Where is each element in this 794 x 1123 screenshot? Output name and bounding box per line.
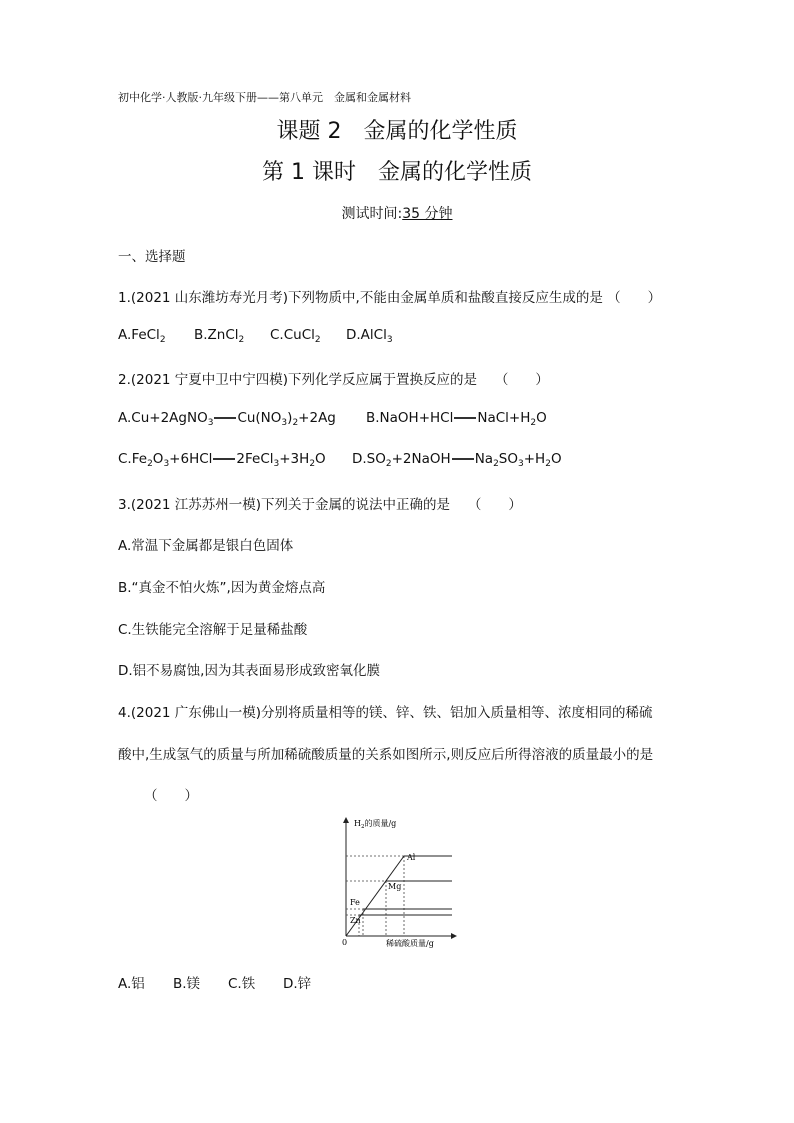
- q2-options-row1: [118, 410, 547, 426]
- mg-label: Mg: [388, 882, 402, 891]
- q1-option-c: C.CuCl$_2$: [270, 327, 321, 345]
- time-value: 35 分钟: [402, 206, 453, 222]
- q2-option-c: $C.Fe_2O_3+6HCl$ $2FeCl_3+3H_2O$: [118, 451, 326, 469]
- section-heading: 一、选择题: [118, 249, 186, 265]
- q3-option-b: B.“真金不怕火炼”,因为黄金熔点高: [118, 580, 326, 596]
- fe-label: Fe: [350, 898, 360, 907]
- zn-label: Zn: [350, 916, 361, 925]
- q3-stem: 3.(2021 江苏苏州一模)下列关于金属的说法中正确的是 （ ）: [118, 497, 522, 513]
- q3-option-d: D.铝不易腐蚀,因为其表面易形成致密氧化膜: [118, 663, 380, 679]
- header-course: 初中化学·人教版·九年级下册——第八单元 金属和金属材料: [118, 91, 411, 104]
- q4-option-d: D.锌: [283, 976, 312, 992]
- q1-option-d: D.AlCl$_3$: [346, 327, 393, 345]
- q4-options: [118, 972, 311, 992]
- page-subtitle: 第 1 课时 金属的化学性质: [262, 160, 532, 185]
- q4-option-a: A.铝: [118, 976, 145, 992]
- q2-stem: 2.(2021 宁夏中卫中宁四模)下列化学反应属于置换反应的是 （ ）: [118, 372, 549, 388]
- al-label: Al: [407, 853, 416, 862]
- q1-option-b: B.ZnCl$_2$: [194, 327, 245, 345]
- q1-options: [118, 327, 393, 343]
- q4-stem-line1: 4.(2021 广东佛山一模)分别将质量相等的镁、锌、铁、铝加入质量相等、浓度相同的稀硫: [118, 705, 653, 721]
- time-label: 测试时间:: [341, 206, 403, 222]
- reaction-equals-sign: [452, 458, 474, 460]
- q2-option-a: A.Cu+2AgNO$_3$ $Cu(NO_3)_2+2Ag$: [118, 410, 336, 428]
- q1-stem: 1.(2021 山东潍坊寿光月考)下列物质中,不能由金属单质和盐酸直接反应生成的是 （ ）: [118, 290, 662, 306]
- hydrogen-mass-graph: [330, 812, 460, 950]
- q1-option-a: A.FeCl$_2$: [118, 327, 166, 345]
- q4-option-b: B.镁: [173, 976, 201, 992]
- page-title: 课题 2 金属的化学性质: [276, 119, 518, 144]
- q3-option-a: A.常温下金属都是银白色固体: [118, 538, 294, 554]
- y-axis-label: $H_2$的质量/g: [354, 819, 397, 830]
- reaction-equals-sign: [454, 417, 476, 419]
- q2-options-row2: [118, 451, 562, 467]
- q3-option-c: C.生铁能完全溶解于足量稀盐酸: [118, 622, 308, 638]
- q2-option-d: $D.SO_2+2NaOH$ $Na_2SO_3+H_2O$: [352, 451, 562, 469]
- origin-label: 0: [342, 938, 348, 947]
- x-axis-label: 稀硫酸质量/g: [386, 939, 434, 948]
- reaction-equals-sign: [213, 458, 235, 460]
- q4-option-c: C.铁: [228, 976, 256, 992]
- q4-stem-line2: 酸中,生成氢气的质量与所加稀硫酸质量的关系如图所示,则反应后所得溶液的质量最小的是: [118, 747, 654, 763]
- reaction-equals-sign: [214, 417, 236, 419]
- q4-answer-bracket: （ ）: [144, 788, 198, 804]
- test-time: [0, 203, 794, 223]
- q2-option-b: B.NaOH+HCl $NaCl+H_2O$: [366, 410, 547, 428]
